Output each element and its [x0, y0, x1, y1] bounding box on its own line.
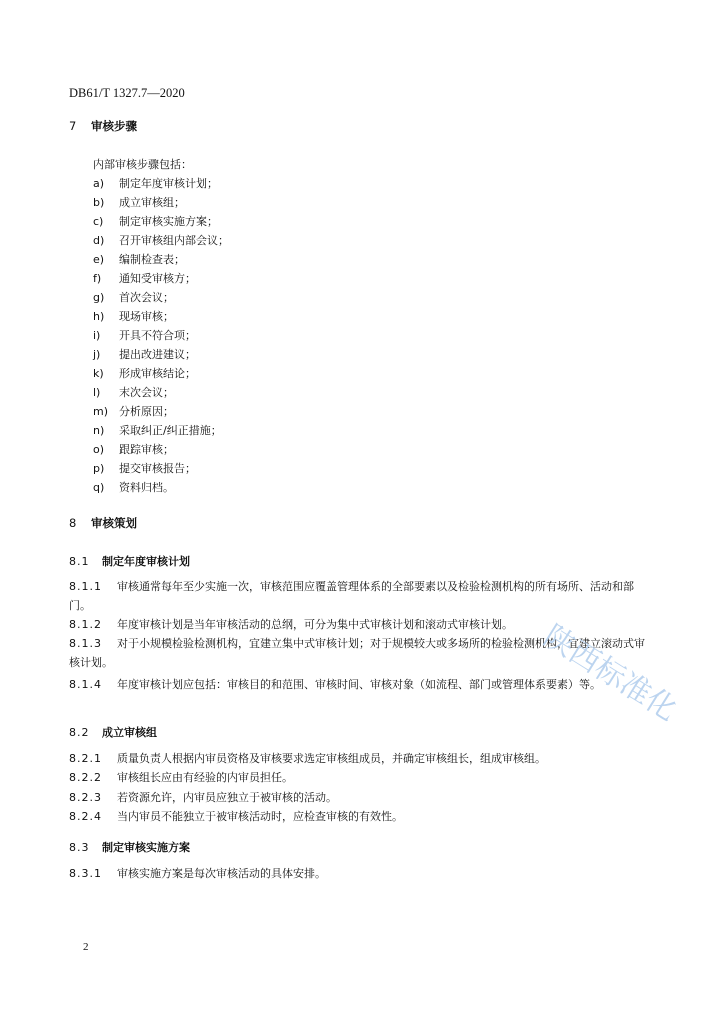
list-item [93, 232, 229, 248]
section-8-3-heading [69, 839, 190, 855]
list-marker: j) [93, 348, 101, 361]
list-item-text: 分析原因； [119, 405, 174, 418]
section-8-2-heading [69, 724, 157, 740]
clause-number: 8.1.2 [69, 618, 102, 631]
list-item [93, 327, 196, 343]
section-title: 制定年度审核计划 [102, 555, 190, 568]
list-item [93, 213, 218, 229]
list-marker: c) [93, 215, 104, 228]
section-number: 8.1 [69, 555, 90, 568]
list-marker: e) [93, 253, 105, 266]
list-item-text: 形成审核结论； [119, 367, 196, 380]
section-number: 8.3 [69, 841, 90, 854]
list-marker: h) [93, 310, 105, 323]
list-marker: m) [93, 405, 109, 418]
list-item-text: 提出改进建议； [119, 348, 196, 361]
section-8-1-heading [69, 553, 190, 569]
list-item [93, 384, 174, 400]
section-number: 8.2 [69, 726, 90, 739]
list-item [93, 270, 196, 286]
clause-8-2-4 [69, 807, 649, 826]
section-title: 审核步骤 [91, 119, 137, 133]
list-item [93, 346, 196, 362]
list-marker: p) [93, 462, 105, 475]
list-item-text: 制定审核实施方案； [119, 215, 218, 228]
clause-8-1-4 [69, 675, 649, 694]
clause-number: 8.1.3 [69, 637, 102, 650]
clause-text: 质量负责人根据内审员资格及审核要求选定审核组成员，并确定审核组长，组成审核组。 [117, 752, 546, 765]
list-marker: l) [93, 386, 101, 399]
list-item-text: 采取纠正/纠正措施； [119, 424, 222, 437]
list-item-text: 制定年度审核计划； [119, 177, 218, 190]
list-item-text: 现场审核； [119, 310, 174, 323]
section-title: 成立审核组 [102, 726, 157, 739]
list-item-text: 开具不符合项； [119, 329, 196, 342]
section-number: 8 [69, 516, 77, 530]
clause-text: 年度审核计划是当年审核活动的总纲，可分为集中式审核计划和滚动式审核计划。 [117, 618, 513, 631]
clause-text: 审核实施方案是每次审核活动的具体安排。 [117, 867, 326, 880]
list-marker: o) [93, 443, 105, 456]
list-marker: i) [93, 329, 101, 342]
list-item-text: 通知受审核方； [119, 272, 196, 285]
clause-8-2-3 [69, 788, 649, 807]
clause-text: 若资源允许，内审员应独立于被审核的活动。 [117, 791, 337, 804]
watermark: 陕西标准化 [537, 618, 683, 728]
list-item [93, 289, 174, 305]
list-item [93, 251, 185, 267]
list-marker: a) [93, 177, 105, 190]
clause-number: 8.2.3 [69, 791, 102, 804]
list-item [93, 403, 174, 419]
list-marker: g) [93, 291, 105, 304]
clause-number: 8.1.1 [69, 580, 102, 593]
section-title: 审核策划 [91, 516, 137, 530]
list-item [93, 365, 196, 381]
document-code-header: DB61/T 1327.7—2020 [69, 86, 185, 100]
section-8-heading [69, 515, 137, 531]
clause-8-2-2 [69, 768, 649, 787]
list-item [93, 479, 174, 495]
list-item-text: 末次会议； [119, 386, 174, 399]
list-item-text: 资料归档。 [119, 481, 174, 494]
clause-number: 8.2.2 [69, 771, 102, 784]
section-number: 7 [69, 119, 77, 133]
clause-number: 8.2.4 [69, 810, 102, 823]
list-item [93, 460, 196, 476]
list-marker: d) [93, 234, 105, 247]
list-marker: n) [93, 424, 105, 437]
section-title: 制定审核实施方案 [102, 841, 190, 854]
list-item-text: 召开审核组内部会议； [119, 234, 229, 247]
list-marker: b) [93, 196, 105, 209]
list-item-text: 首次会议； [119, 291, 174, 304]
list-item [93, 441, 174, 457]
list-marker: f) [93, 272, 102, 285]
clause-8-2-1 [69, 749, 649, 768]
clause-text: 当内审员不能独立于被审核活动时，应检查审核的有效性。 [117, 810, 403, 823]
clause-text: 审核通常每年至少实施一次，审核范围应覆盖管理体系的全部要素以及检验检测机构的所有场所、活动和部门。 [69, 580, 634, 612]
clause-8-3-1 [69, 864, 649, 883]
clause-text: 对于小规模检验检测机构，宜建立集中式审核计划；对于规模较大或多场所的检验检测机构，宜建立滚动式审核计划。 [69, 637, 645, 669]
clause-text: 年度审核计划应包括：审核目的和范围、审核时间、审核对象（如流程、部门或管理体系要素）等。 [117, 678, 601, 691]
list-marker: q) [93, 481, 105, 494]
list-item-text: 编制检查表； [119, 253, 185, 266]
list-item [93, 308, 174, 324]
section-7-intro: 内部审核步骤包括： [93, 158, 192, 171]
list-item-text: 提交审核报告； [119, 462, 196, 475]
list-marker: k) [93, 367, 104, 380]
section-7-heading [69, 118, 137, 134]
clause-text: 审核组长应由有经验的内审员担任。 [117, 771, 293, 784]
clause-8-1-1 [69, 577, 649, 615]
list-item-text: 成立审核组； [119, 196, 185, 209]
list-item-text: 跟踪审核； [119, 443, 174, 456]
list-item [93, 175, 218, 191]
list-item [93, 194, 185, 210]
clause-number: 8.3.1 [69, 867, 102, 880]
page-number: 2 [83, 941, 89, 953]
list-item [93, 422, 222, 438]
clause-number: 8.2.1 [69, 752, 102, 765]
clause-number: 8.1.4 [69, 678, 102, 691]
